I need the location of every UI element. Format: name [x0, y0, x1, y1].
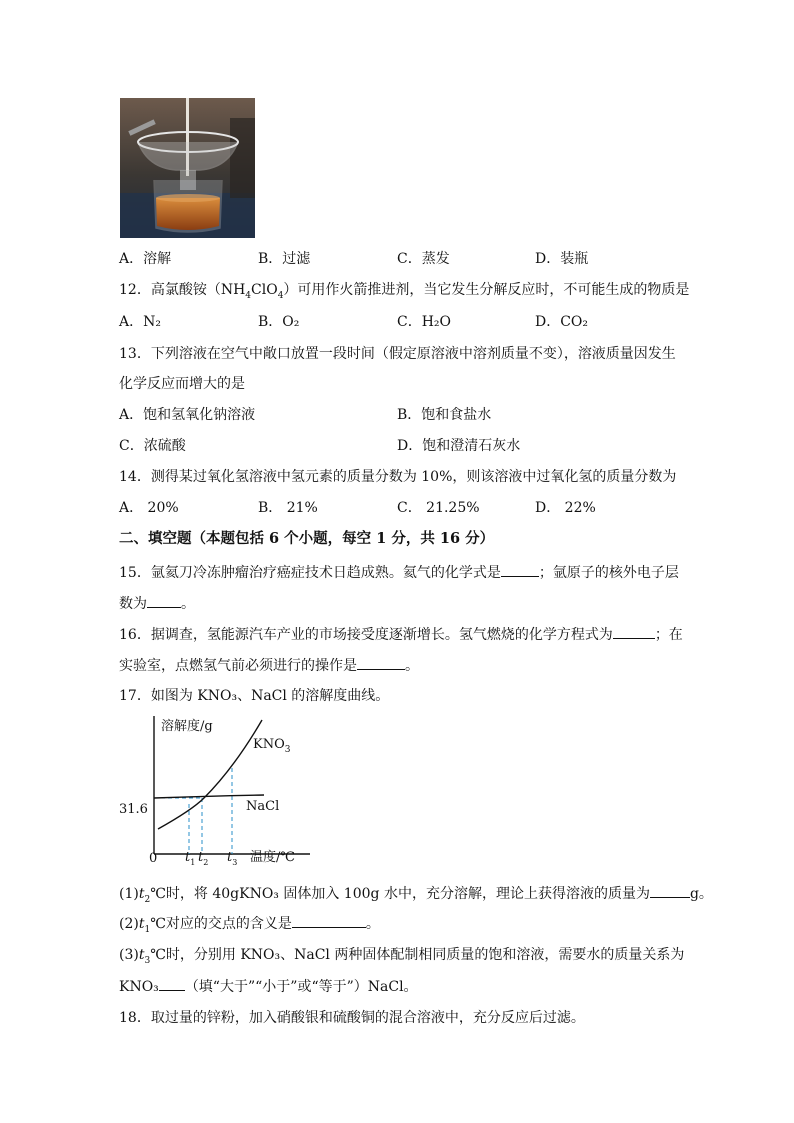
- q17-part2: [119, 913, 380, 940]
- q17-p3-blank[interactable]: [159, 976, 185, 991]
- solubility-chart: [119, 714, 320, 872]
- series-label-nacl: NaCl: [246, 799, 280, 814]
- q17-part3-line2: [119, 976, 418, 997]
- q17-intro: 17．如图为 KNO₃、NaCl 的溶解度曲线。: [119, 688, 390, 704]
- q12-text-after: ）可用作火箭推进剂，当它发生分解反应时，不可能生成的物质是: [283, 282, 690, 298]
- q15-line1: [119, 562, 679, 583]
- q16-text-b: ；在: [654, 627, 683, 643]
- q17-p2-end: 。: [365, 916, 380, 932]
- section-heading: 二、填空题（本题包括 6 个小题，每空 1 分，共 16 分）: [119, 530, 495, 547]
- q17-p3-text2: （填“大于”“小于”或“等于”）NaCl。: [184, 979, 418, 995]
- q12-text-before: 12．高氯酸铵（NH: [119, 282, 246, 298]
- q13-line1: 13．下列溶液在空气中敞口放置一段时间（假定原溶液中溶剂质量不变），溶液质量因发生: [119, 346, 676, 362]
- q11-option-c: C．蒸发: [397, 251, 450, 267]
- q17-part1: [119, 883, 713, 910]
- q14-stem: 14．测得某过氧化氢溶液中氢元素的质量分数为 10%，则该溶液中过氧化氢的质量分数为: [119, 469, 677, 485]
- origin-label: 0: [149, 851, 158, 866]
- q17-p1-num: (1): [119, 886, 139, 902]
- q12-option-d: D．CO₂: [535, 314, 589, 330]
- q17-p3-text: ℃时，分别用 KNO₃、NaCl 两种固体配制相同质量的饱和溶液，需要水的质量关系为: [150, 947, 685, 963]
- q11-option-a: A．溶解: [119, 251, 172, 267]
- q17-p3-kno3: KNO₃: [119, 979, 159, 995]
- q17-p2-t: t: [138, 916, 145, 932]
- q13-line2: 化学反应而增大的是: [119, 376, 245, 392]
- q17-p1-text: ℃时，将 40gKNO₃ 固体加入 100g 水中，充分溶解，理论上获得溶液的质量为: [150, 886, 650, 902]
- q15-blank-2[interactable]: [147, 593, 181, 608]
- series-label-kno3: $KNO_3$: [253, 737, 291, 755]
- q17-p2-blank[interactable]: [292, 913, 366, 928]
- q15-blank-1[interactable]: [501, 562, 539, 577]
- q17-p3-t: t: [138, 947, 145, 963]
- q15-line2: [119, 593, 195, 614]
- q15-text-a: 15．氩氦刀冷冻肿瘤治疗癌症技术日趋成熟。氦气的化学式是: [119, 565, 501, 581]
- q17-p2-num: (2): [119, 916, 139, 932]
- q11-option-b: B．过滤: [258, 251, 311, 267]
- q14-option-a: A． 20%: [119, 500, 179, 516]
- q12-option-b: B．O₂: [258, 314, 300, 330]
- q13-option-d: D．饱和澄清石灰水: [397, 438, 521, 454]
- q16-text-a: 16．据调查，氢能源汽车产业的市场接受度逐渐增长。氢气燃烧的化学方程式为: [119, 627, 613, 643]
- q15-text-c: 数为: [119, 596, 147, 612]
- x-tick-t2: $t_2$: [198, 850, 209, 867]
- q16-line2: [119, 655, 419, 676]
- nacl-curve: [154, 795, 264, 798]
- q16-text-d: 。: [405, 658, 419, 674]
- q16-text-c: 实验室，点燃氢气前必须进行的操作是: [119, 658, 357, 674]
- q17-p1-unit: g。: [689, 886, 713, 902]
- y-tick-label: 31.6: [119, 802, 148, 817]
- q13-option-a: A．饱和氢氧化钠溶液: [119, 407, 256, 423]
- q14-option-d: D． 22%: [535, 500, 596, 516]
- q14-option-b: B． 21%: [258, 500, 318, 516]
- q12-stem: [119, 280, 689, 306]
- q17-p1-sub: 2: [144, 894, 151, 905]
- q17-p2-text: ℃对应的交点的含义是: [150, 916, 292, 932]
- x-tick-t3: $t_3$: [227, 850, 238, 867]
- q18-stem: 18．取过量的锌粉，加入硝酸银和硫酸铜的混合溶液中，充分反应后过滤。: [119, 1010, 585, 1026]
- q16-blank-2[interactable]: [357, 655, 405, 670]
- x-tick-t1: $t_1$: [185, 850, 196, 867]
- q12-sub1: 4: [245, 290, 252, 301]
- q11-option-d: D．装瓶: [535, 251, 589, 267]
- q17-p1-t: t: [138, 886, 145, 902]
- q12-option-a: A．N₂: [119, 314, 161, 330]
- q17-p3-sub: 3: [144, 955, 151, 966]
- q13-option-b: B．饱和食盐水: [397, 407, 492, 423]
- q12-sub2: 4: [277, 290, 284, 301]
- q14-option-c: C． 21.25%: [397, 500, 480, 516]
- q17-p2-sub: 1: [144, 924, 151, 935]
- q15-text-d: 。: [181, 596, 195, 612]
- q13-option-c: C．浓硫酸: [119, 438, 186, 454]
- q15-text-b: ；氩原子的核外电子层: [538, 565, 679, 581]
- q17-part3-line1: [119, 945, 684, 971]
- q16-line1: [119, 624, 683, 645]
- q17-p1-blank[interactable]: [650, 883, 690, 898]
- q12-text-mid: ClO: [251, 282, 278, 298]
- y-axis-label: 溶解度/g: [161, 719, 213, 734]
- q16-blank-1[interactable]: [613, 624, 655, 639]
- x-axis-label: 温度/℃: [250, 850, 295, 865]
- filtration-photo: [120, 98, 255, 238]
- q17-p3-num: (3): [119, 947, 139, 963]
- q12-option-c: C．H₂O: [397, 314, 452, 330]
